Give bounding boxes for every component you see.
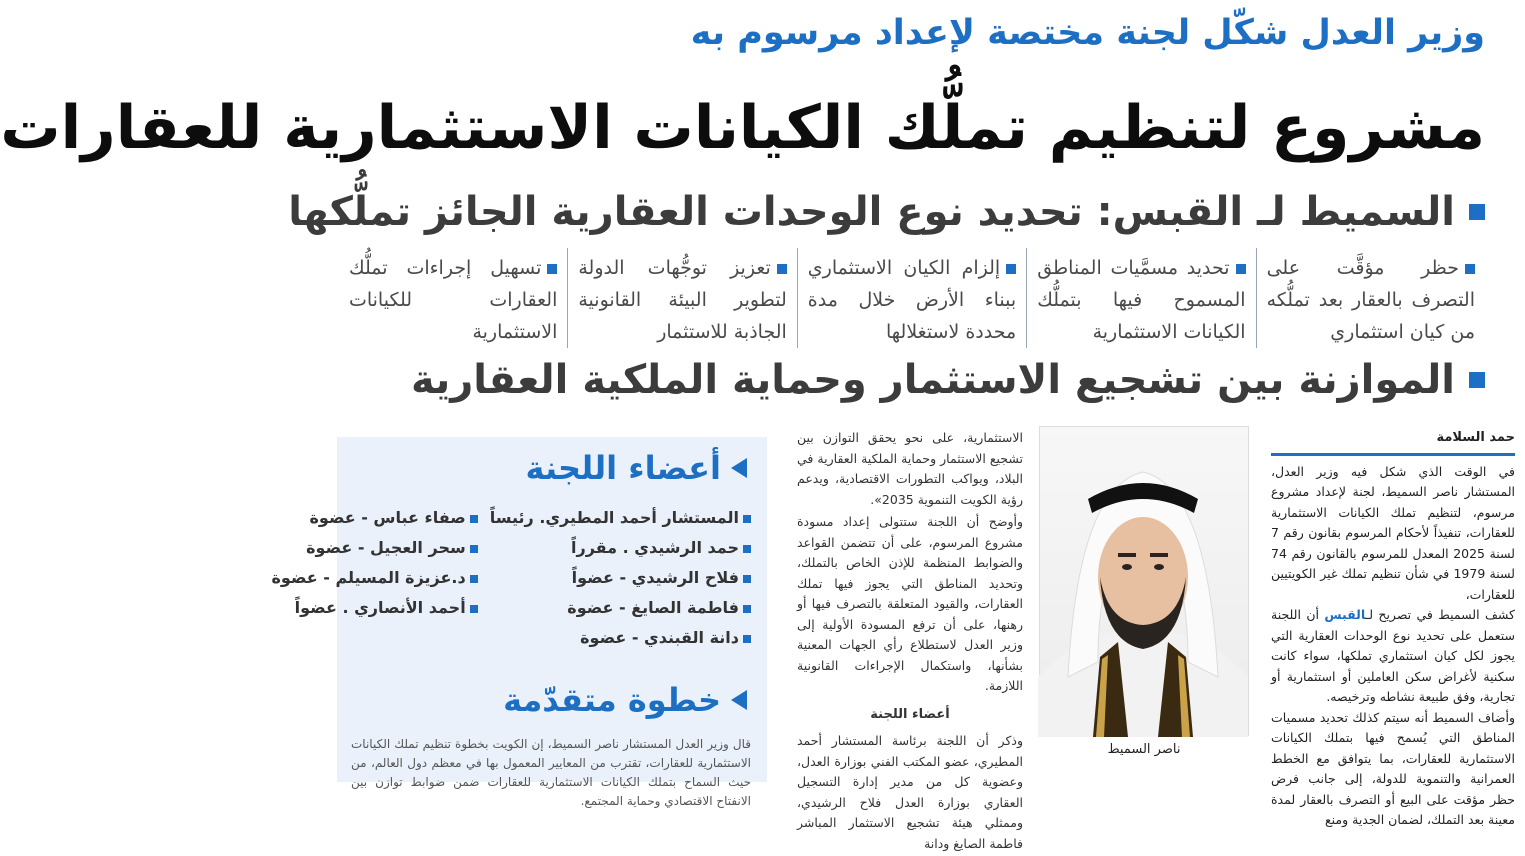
triangle-left-icon bbox=[731, 458, 747, 478]
committee-member: أحمد الأنصاري . عضواً bbox=[271, 595, 477, 621]
article-paragraph: الاستثمارية، على نحو يحقق التوازن بين تشجيع الاستثمار وحماية الملكية العقارية في البلاد، ويواكب التطورات الاقتصادية، ويدعم رؤية الكويت التنموية 2035». bbox=[797, 430, 1023, 507]
committee-member: فاطمة الصايغ - عضوة bbox=[490, 595, 751, 621]
triangle-left-icon bbox=[731, 690, 747, 710]
right-article-column bbox=[1271, 428, 1515, 831]
photo-caption: ناصر السميط bbox=[1107, 742, 1181, 757]
blue-dot-icon bbox=[470, 515, 478, 523]
article-paragraph: وأضاف السميط أنه سيتم كذلك تحديد مسميات المناطق التي يُسمح فيها بتملك الكيانات الاستثمارية للعقارات، بما يتوافق مع الخطط العمرانية والتنموية للدولة، إلى جانب فرض حظر مؤقت على البيع أو التصرف بالعقار لمدة معينة بعد التملك، لضمان الجدية ومنع bbox=[1271, 709, 1515, 827]
committee-title: أعضاء اللجنة bbox=[526, 449, 747, 487]
step-title: خطوة متقدّمة bbox=[503, 681, 747, 719]
blue-square-icon bbox=[1236, 264, 1246, 274]
key-points-row bbox=[339, 248, 1485, 348]
blue-dot-icon bbox=[743, 515, 751, 523]
article-paragraph: كشف السميط في تصريح لـالقبس أن اللجنة ستعمل على تحديد نوع الوحدات العقارية التي يجوز لكل كيان استثماري تملكها، سواء كانت سكنية لأغراض سكن العاملين أو استثمارية أو تجارية، وفق طبيعة نشاطه وترخيصه. bbox=[1271, 607, 1515, 704]
blue-square-icon bbox=[777, 264, 787, 274]
key-point: تعزيز توجُّهات الدولة لتطوير البيئة القانونية الجاذبة للاستثمار bbox=[567, 248, 796, 348]
subheadline-2 bbox=[345, 348, 1485, 412]
byline: حمد السلامة bbox=[1436, 430, 1515, 445]
key-point: حظر مؤقَّت على التصرف بالعقار بعد تملُّكه من كيان استثماري bbox=[1256, 248, 1485, 348]
article-paragraph: وذكر أن اللجنة برئاسة المستشار أحمد المطيري، عضو المكتب الفني بوزارة العدل، وعضوية كل من مدير إدارة التسجيل العقاري بوزارة العدل فلاح الرشيدي، وممثلي هيئة تشجيع الاستثمار المباشر فاطمة الصايغ ودانة bbox=[797, 733, 1023, 851]
committee-member: سحر العجيل - عضوة bbox=[271, 535, 477, 561]
committee-member: حمد الرشيدي . مقرراً bbox=[490, 535, 751, 561]
committee-member: فلاح الرشيدي - عضواً bbox=[490, 565, 751, 591]
committee-member: د.عزيزة المسيلم - عضوة bbox=[271, 565, 477, 591]
blue-square-icon bbox=[1469, 372, 1485, 388]
blue-square-icon bbox=[1465, 264, 1475, 274]
newspaper-name: القبس bbox=[1324, 607, 1366, 622]
blue-dot-icon bbox=[470, 545, 478, 553]
committee-member: المستشار أحمد المطيري. رئيساً bbox=[490, 505, 751, 531]
blue-dot-icon bbox=[470, 575, 478, 583]
blue-dot-icon bbox=[743, 575, 751, 583]
key-point: إلزام الكيان الاستثماري ببناء الأرض خلال مدة محددة لاستغلالها bbox=[797, 248, 1026, 348]
subheadline-2-text: الموازنة بين تشجيع الاستثمار وحماية الملكية العقارية bbox=[410, 357, 1455, 403]
subheadline-1-text: السميط لـ القبس: تحديد نوع الوحدات العقارية الجائز تملُّكها bbox=[288, 189, 1455, 235]
divider-bar bbox=[1271, 453, 1515, 456]
committee-box bbox=[271, 437, 767, 808]
blue-dot-icon bbox=[743, 545, 751, 553]
blue-dot-icon bbox=[743, 635, 751, 643]
portrait-photo bbox=[1039, 426, 1249, 736]
committee-member: صفاء عباس - عضوة bbox=[271, 505, 477, 531]
blue-dot-icon bbox=[743, 605, 751, 613]
step-paragraph: قال وزير العدل المستشار ناصر السميط، إن الكويت بخطوة تنظيم تملك الكيانات الاستثمارية للعقارات، تقترب من المعايير المعمول بها في معظم دول العالم، من حيث السماح بتملك الكيانات الاستثمارية للعقارات ضمن ضوابط توازن بين الانفتاح الاقتصادي وحماية المجتمع. bbox=[351, 737, 751, 808]
blue-dot-icon bbox=[470, 605, 478, 613]
kicker-title: وزير العدل شكّل لجنة مختصة لإعداد مرسوم به bbox=[690, 13, 1485, 53]
article-paragraph: في الوقت الذي شكل فيه وزير العدل، المستشار ناصر السميط، لجنة لإعداد مشروع مرسوم، لتنظيم تملك الكيانات الاستثمارية للعقارات، تنفيذاً لأحكام المرسوم بقانون رقم 7 لسنة 2025 المعدل للمرسوم بالقانون رقم 74 لسنة 1979 في شأن تنظيم تملك غير الكويتيين للعقارات، bbox=[1271, 463, 1515, 602]
key-point: تسهيل إجراءات تملُّك العقارات للكيانات الاستثمارية bbox=[348, 257, 558, 343]
committee-member: دانة القبندي - عضوة bbox=[490, 625, 751, 651]
blue-square-icon bbox=[1006, 264, 1016, 274]
blue-square-icon bbox=[547, 264, 557, 274]
subheadline-1 bbox=[288, 180, 1485, 244]
portrait-illustration bbox=[1038, 427, 1248, 737]
key-point: تحديد مسمَّيات المناطق المسموح فيها بتملُّك الكيانات الاستثمارية bbox=[1026, 248, 1255, 348]
committee-members bbox=[271, 505, 751, 651]
article-subhead: أعضاء اللجنة bbox=[870, 706, 950, 722]
main-headline: مشروع لتنظيم تملُّك الكيانات الاستثمارية للعقارات bbox=[0, 93, 1485, 163]
blue-square-icon bbox=[1469, 204, 1485, 220]
middle-article-column bbox=[797, 428, 1023, 856]
article-paragraph: وأوضح أن اللجنة ستتولى إعداد مسودة مشروع المرسوم، على أن تتضمن القواعد والضوابط المنظمة للإذن الخاص بالتملك، وتحديد المناطق التي يجوز فيها تملك العقارات، والقيود المتعلقة بالتصرف فيها أو رهنها، على أن ترفع المسودة الأولية إلى وزير العدل لاستطلاع رأي الجهات المعنية بشأنها، واستكمال الإجراءات القانونية اللازمة. bbox=[797, 514, 1023, 693]
